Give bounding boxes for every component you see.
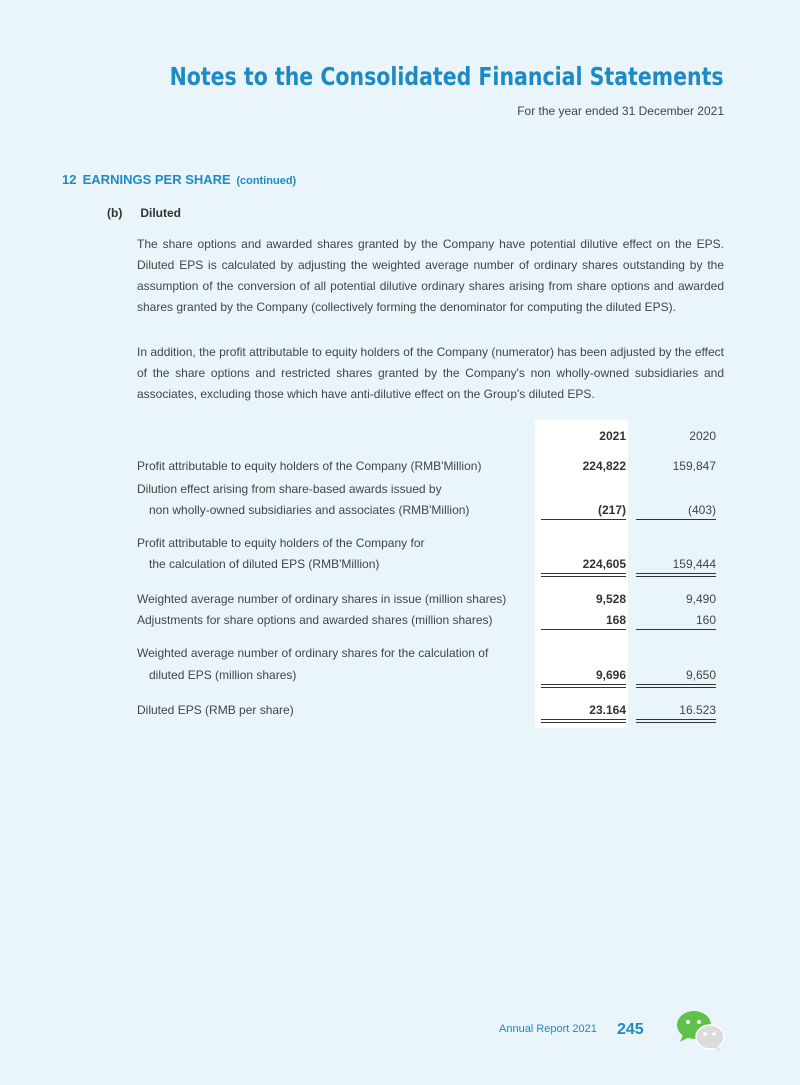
value-2020: (403) <box>687 503 716 517</box>
total-rule <box>541 719 626 720</box>
value-2020: 160 <box>695 613 716 627</box>
table-row <box>0 703 800 719</box>
page-title: Notes to the Consolidated Financial Statements <box>169 62 724 91</box>
value-2021: (217) <box>597 503 626 517</box>
section-number: 12 <box>62 172 77 187</box>
page-number: 245 <box>617 1021 644 1038</box>
table-row <box>0 536 800 552</box>
total-rule <box>636 573 716 574</box>
row-label: Profit attributable to equity holders of the Company for <box>137 536 425 550</box>
total-rule <box>636 684 716 685</box>
subsection-title: Diluted <box>140 206 182 220</box>
row-label: Diluted EPS (RMB per share) <box>137 703 294 717</box>
row-label: Weighted average number of ordinary shares in issue (million shares) <box>137 592 507 606</box>
total-rule <box>636 722 716 723</box>
table-row <box>0 503 800 519</box>
row-label: Weighted average number of ordinary shares for the calculation of <box>137 646 489 660</box>
paragraph-dilution-denominator: The share options and awarded shares granted by the Company have potential dilutive effect on the EPS. Diluted EPS is calculated by adjusting the weighted average number of ordinary shares outstanding by the assumption of the conversion of all potential dilutive ordinary shares arising from share options and awarded shares granted by the Company (collectively forming the denominator for computing the diluted EPS). <box>137 237 724 314</box>
section-continued: (continued) <box>236 175 297 187</box>
table-row <box>0 646 800 662</box>
section-title: EARNINGS PER SHARE <box>82 172 231 187</box>
value-2020: 159,847 <box>672 459 716 473</box>
subtotal-rule <box>541 629 626 630</box>
subtotal-rule <box>541 519 626 520</box>
row-label: diluted EPS (million shares) <box>149 668 297 682</box>
table-row <box>0 668 800 684</box>
table-row <box>0 592 800 608</box>
paragraph-dilution-numerator: In addition, the profit attributable to equity holders of the Company (numerator) has been adjusted by the effect of the share options and restricted shares granted by the Company's non wholly-owned subsidiaries and associates, excluding those which have anti-dilutive effect on the Group's diluted EPS. <box>137 345 724 401</box>
value-2021: 224,605 <box>582 557 626 571</box>
year-2021-header: 2021 <box>599 429 626 443</box>
total-rule <box>541 722 626 723</box>
row-label: Dilution effect arising from share-based awards issued by <box>137 482 442 496</box>
value-2021: 168 <box>605 613 626 627</box>
total-rule <box>636 687 716 688</box>
row-label: the calculation of diluted EPS (RMB'Million) <box>149 557 380 571</box>
wechat-logo-icon <box>675 1010 725 1052</box>
total-rule <box>541 687 626 688</box>
value-2020: 9,490 <box>685 592 716 606</box>
total-rule <box>541 576 626 577</box>
subtotal-rule <box>636 629 716 630</box>
total-rule <box>636 576 716 577</box>
value-2021: 224,822 <box>582 459 626 473</box>
value-2021: 9,696 <box>595 668 626 682</box>
table-row <box>0 557 800 573</box>
subsection-heading <box>107 206 181 220</box>
value-2020: 16.523 <box>679 703 716 717</box>
footer-report-label: Annual Report 2021 <box>499 1023 597 1035</box>
year-2020-header: 2020 <box>689 429 716 443</box>
table-row <box>0 613 800 629</box>
value-2021: 23.164 <box>589 703 626 717</box>
table-header-row <box>0 429 800 445</box>
table-row <box>0 482 800 498</box>
table-row <box>0 459 800 475</box>
row-label: non wholly-owned subsidiaries and associates (RMB'Million) <box>149 503 470 517</box>
row-label: Profit attributable to equity holders of the Company (RMB'Million) <box>137 459 482 473</box>
row-label: Adjustments for share options and awarded shares (million shares) <box>137 613 493 627</box>
value-2020: 159,444 <box>672 557 716 571</box>
total-rule <box>541 573 626 574</box>
total-rule <box>636 719 716 720</box>
subsection-label: (b) <box>107 206 123 220</box>
value-2021: 9,528 <box>595 592 626 606</box>
section-heading <box>62 172 296 187</box>
value-2020: 9,650 <box>685 668 716 682</box>
subtotal-rule <box>636 519 716 520</box>
page-subtitle: For the year ended 31 December 2021 <box>517 104 724 118</box>
total-rule <box>541 684 626 685</box>
